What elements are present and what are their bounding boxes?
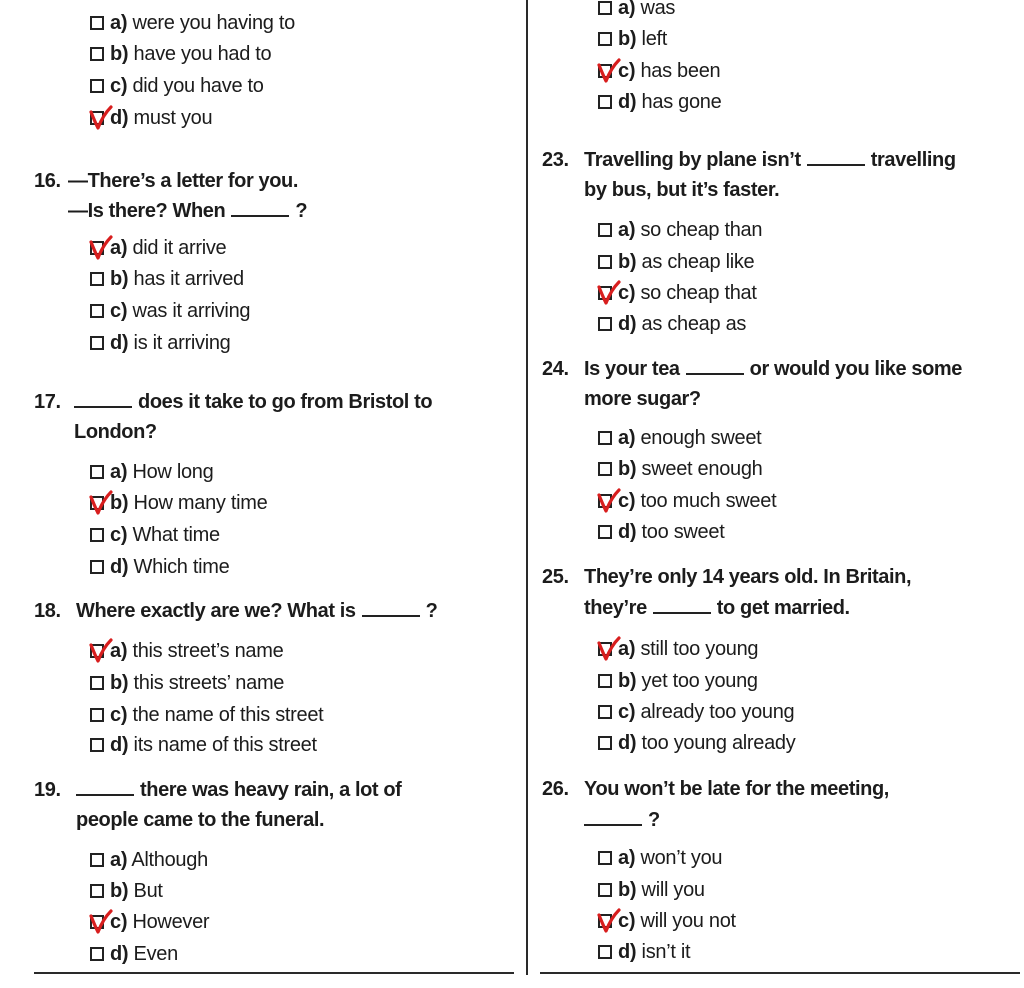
- answer-blank: [807, 150, 865, 166]
- question-number: 19.: [34, 779, 61, 801]
- question-text-line: [584, 358, 962, 381]
- option-letter: c): [110, 704, 128, 726]
- option-text: Although: [131, 849, 208, 871]
- answer-blank: [231, 201, 289, 217]
- answer-blank: [76, 780, 134, 796]
- answer-option[interactable]: [90, 701, 323, 729]
- answer-option[interactable]: [90, 940, 178, 968]
- option-letter: b): [110, 880, 129, 902]
- answer-option[interactable]: [90, 489, 267, 517]
- option-letter: c): [618, 282, 636, 304]
- option-text: But: [133, 880, 163, 902]
- question-number: 24.: [542, 358, 569, 380]
- answer-blank: [74, 392, 132, 408]
- option-text: too much sweet: [640, 490, 777, 512]
- answer-checkbox[interactable]: [598, 1, 612, 15]
- question-text-line: [584, 597, 850, 620]
- option-letter: c): [618, 490, 636, 512]
- question-text-line: [76, 809, 324, 832]
- option-letter: b): [110, 43, 129, 65]
- option-letter: d): [110, 556, 129, 578]
- question-text: more sugar?: [584, 388, 701, 410]
- answer-option[interactable]: [90, 297, 250, 325]
- question-text-line: [584, 179, 779, 202]
- question-text-line: [584, 388, 701, 411]
- question-text: You won’t be late for the meeting,: [584, 778, 889, 800]
- answer-option[interactable]: [90, 234, 226, 262]
- red-check-mark-icon: [86, 907, 116, 937]
- answer-checkbox[interactable]: [598, 883, 612, 897]
- column-divider: [526, 0, 528, 975]
- option-text: did you have to: [132, 75, 264, 97]
- option-text: How long: [132, 461, 214, 483]
- answer-option[interactable]: [598, 667, 758, 695]
- option-text: sweet enough: [641, 458, 763, 480]
- question-text: ?: [425, 600, 438, 622]
- option-letter: b): [618, 458, 637, 480]
- answer-checkbox[interactable]: [90, 16, 104, 30]
- answer-checkbox[interactable]: [90, 884, 104, 898]
- answer-option[interactable]: [598, 938, 690, 966]
- option-letter: d): [618, 941, 637, 963]
- option-letter: a): [110, 849, 128, 871]
- answer-checkbox[interactable]: [598, 914, 612, 928]
- answer-checkbox[interactable]: [598, 674, 612, 688]
- option-letter: a): [618, 0, 636, 19]
- question-text: or would you like some: [749, 358, 962, 380]
- option-text: enough sweet: [640, 427, 762, 449]
- answer-checkbox[interactable]: [598, 736, 612, 750]
- answer-checkbox[interactable]: [90, 676, 104, 690]
- answer-option[interactable]: [598, 310, 746, 338]
- answer-option[interactable]: [90, 40, 271, 68]
- option-letter: d): [110, 734, 129, 756]
- question-text: people came to the funeral.: [76, 809, 325, 831]
- option-text: How many time: [133, 492, 268, 514]
- answer-checkbox[interactable]: [598, 431, 612, 445]
- answer-option[interactable]: [90, 846, 208, 874]
- question-text: Is your tea: [584, 358, 680, 380]
- question-text-line: [74, 421, 157, 444]
- answer-checkbox[interactable]: [90, 111, 104, 125]
- answer-checkbox[interactable]: [90, 915, 104, 929]
- option-text: must you: [133, 107, 213, 129]
- option-letter: a): [618, 847, 636, 869]
- option-text: this streets’ name: [133, 672, 285, 694]
- option-text: will you: [641, 879, 705, 901]
- answer-option[interactable]: [598, 518, 724, 546]
- option-text: already too young: [640, 701, 795, 723]
- option-text: did it arrive: [132, 237, 227, 259]
- option-text: However: [132, 911, 210, 933]
- option-letter: a): [110, 461, 128, 483]
- question-text-line: [584, 778, 889, 801]
- answer-option[interactable]: [90, 265, 244, 293]
- option-text: Which time: [133, 556, 230, 578]
- answer-option[interactable]: [598, 907, 736, 935]
- option-text: were you having to: [132, 12, 295, 34]
- answer-option[interactable]: [90, 908, 209, 936]
- option-letter: c): [110, 911, 128, 933]
- question-text: does it take to go from Bristol to: [138, 391, 433, 413]
- option-letter: b): [110, 492, 129, 514]
- answer-option[interactable]: [598, 844, 722, 872]
- answer-checkbox[interactable]: [90, 272, 104, 286]
- option-letter: d): [110, 107, 129, 129]
- answer-checkbox[interactable]: [598, 32, 612, 46]
- option-text: has it arrived: [133, 268, 244, 290]
- option-letter: d): [110, 943, 129, 965]
- option-letter: d): [618, 732, 637, 754]
- option-letter: a): [618, 219, 636, 241]
- answer-blank: [584, 810, 642, 826]
- answer-checkbox[interactable]: [598, 525, 612, 539]
- question-text: Where exactly are we? What is: [76, 600, 356, 622]
- option-letter: a): [110, 237, 128, 259]
- option-text: so cheap that: [640, 282, 757, 304]
- option-text: its name of this street: [133, 734, 317, 756]
- answer-checkbox[interactable]: [90, 47, 104, 61]
- answer-checkbox[interactable]: [90, 560, 104, 574]
- answer-option[interactable]: [90, 553, 229, 581]
- option-text: the name of this street: [132, 704, 324, 726]
- question-text: ?: [648, 809, 660, 831]
- answer-option[interactable]: [90, 637, 283, 665]
- question-text-line: [68, 170, 298, 193]
- red-check-mark-icon: [594, 906, 624, 936]
- option-letter: b): [618, 28, 637, 50]
- option-letter: d): [618, 91, 637, 113]
- option-letter: b): [110, 268, 129, 290]
- question-number: 18.: [34, 600, 61, 622]
- question-text: they’re: [584, 597, 647, 619]
- answer-checkbox[interactable]: [90, 304, 104, 318]
- question-number: 25.: [542, 566, 569, 588]
- option-text: have you had to: [133, 43, 272, 65]
- question-number: 23.: [542, 149, 569, 171]
- answer-checkbox[interactable]: [598, 462, 612, 476]
- answer-checkbox[interactable]: [598, 705, 612, 719]
- option-text: too sweet: [641, 521, 725, 543]
- question-text-line: [74, 391, 432, 414]
- option-text: too young already: [641, 732, 796, 754]
- answer-option[interactable]: [90, 521, 220, 549]
- question-text: to get married.: [716, 597, 850, 619]
- option-letter: d): [110, 332, 129, 354]
- answer-checkbox[interactable]: [90, 336, 104, 350]
- answer-checkbox[interactable]: [90, 465, 104, 479]
- answer-checkbox[interactable]: [598, 64, 612, 78]
- option-letter: a): [618, 638, 636, 660]
- option-text: is it arriving: [133, 332, 231, 354]
- answer-option[interactable]: [598, 216, 762, 244]
- answer-option[interactable]: [90, 458, 213, 486]
- answer-checkbox[interactable]: [90, 853, 104, 867]
- answer-option[interactable]: [90, 669, 284, 697]
- red-check-mark-icon: [86, 103, 116, 133]
- question-text-line: [76, 779, 401, 802]
- answer-checkbox[interactable]: [90, 79, 104, 93]
- answer-option[interactable]: [598, 25, 667, 53]
- answer-option[interactable]: [90, 877, 163, 905]
- question-text: —Is there? When: [68, 200, 226, 222]
- option-text: was it arriving: [132, 300, 251, 322]
- question-text: —There’s a letter for you.: [68, 170, 299, 192]
- question-text-line: [584, 149, 956, 172]
- option-text: What time: [132, 524, 220, 546]
- answer-option[interactable]: [90, 9, 295, 37]
- question-text: They’re only 14 years old. In Britain,: [584, 566, 912, 588]
- question-text: London?: [74, 421, 157, 443]
- red-check-mark-icon: [594, 56, 624, 86]
- option-letter: c): [110, 75, 128, 97]
- option-text: isn’t it: [641, 941, 691, 963]
- answer-option[interactable]: [90, 104, 212, 132]
- question-text: ?: [295, 200, 308, 222]
- option-letter: c): [618, 60, 636, 82]
- answer-option[interactable]: [90, 72, 264, 100]
- red-check-mark-icon: [86, 488, 116, 518]
- option-text: as cheap like: [641, 251, 755, 273]
- question-number: 16.: [34, 170, 61, 192]
- option-letter: a): [110, 12, 128, 34]
- option-letter: b): [618, 670, 637, 692]
- option-text: so cheap than: [640, 219, 763, 241]
- question-text-line: [584, 809, 660, 832]
- question-text-line: [68, 200, 307, 223]
- answer-option[interactable]: [598, 729, 795, 757]
- option-text: Even: [133, 943, 178, 965]
- question-text: by bus, but it’s faster.: [584, 179, 780, 201]
- question-number: 17.: [34, 391, 61, 413]
- answer-checkbox[interactable]: [598, 851, 612, 865]
- question-number: 26.: [542, 778, 569, 800]
- answer-checkbox[interactable]: [598, 945, 612, 959]
- red-check-mark-icon: [594, 634, 624, 664]
- answer-checkbox[interactable]: [598, 317, 612, 331]
- answer-checkbox[interactable]: [90, 528, 104, 542]
- answer-blank: [686, 359, 744, 375]
- answer-checkbox[interactable]: [90, 947, 104, 961]
- answer-option[interactable]: [598, 455, 763, 483]
- option-text: still too young: [640, 638, 759, 660]
- answer-blank: [653, 598, 711, 614]
- answer-option[interactable]: [598, 876, 705, 904]
- option-text: has gone: [641, 91, 722, 113]
- answer-option[interactable]: [598, 487, 776, 515]
- bottom-rule-right: [540, 972, 1020, 974]
- question-text-line: [584, 566, 911, 589]
- red-check-mark-icon: [594, 278, 624, 308]
- option-text: as cheap as: [641, 313, 747, 335]
- answer-blank: [362, 601, 420, 617]
- question-text-line: [76, 600, 437, 623]
- answer-option[interactable]: [598, 698, 794, 726]
- option-text: this street’s name: [132, 640, 284, 662]
- answer-checkbox[interactable]: [90, 738, 104, 752]
- answer-checkbox[interactable]: [598, 223, 612, 237]
- option-letter: b): [618, 879, 637, 901]
- option-letter: c): [618, 910, 636, 932]
- red-check-mark-icon: [86, 233, 116, 263]
- option-letter: c): [110, 524, 128, 546]
- option-letter: b): [110, 672, 129, 694]
- red-check-mark-icon: [86, 636, 116, 666]
- option-text: was: [640, 0, 676, 19]
- answer-option[interactable]: [598, 279, 757, 307]
- answer-checkbox[interactable]: [90, 241, 104, 255]
- answer-option[interactable]: [598, 635, 758, 663]
- option-text: has been: [640, 60, 721, 82]
- option-letter: d): [618, 521, 637, 543]
- answer-checkbox[interactable]: [598, 642, 612, 656]
- option-letter: a): [618, 427, 636, 449]
- question-text: Travelling by plane isn’t: [584, 149, 801, 171]
- bottom-rule-left: [34, 972, 514, 974]
- answer-checkbox[interactable]: [90, 708, 104, 722]
- option-letter: c): [110, 300, 128, 322]
- option-letter: a): [110, 640, 128, 662]
- answer-option[interactable]: [598, 0, 675, 22]
- option-text: won’t you: [640, 847, 723, 869]
- answer-checkbox[interactable]: [90, 644, 104, 658]
- question-text: travelling: [870, 149, 956, 171]
- answer-option[interactable]: [598, 88, 721, 116]
- option-text: yet too young: [641, 670, 758, 692]
- answer-option[interactable]: [90, 329, 230, 357]
- option-text: left: [641, 28, 668, 50]
- question-text: there was heavy rain, a lot of: [140, 779, 402, 801]
- answer-option[interactable]: [598, 248, 754, 276]
- answer-checkbox[interactable]: [598, 494, 612, 508]
- answer-checkbox[interactable]: [598, 95, 612, 109]
- option-text: will you not: [640, 910, 736, 932]
- answer-checkbox[interactable]: [90, 496, 104, 510]
- answer-checkbox[interactable]: [598, 255, 612, 269]
- answer-option[interactable]: [598, 424, 761, 452]
- option-letter: d): [618, 313, 637, 335]
- option-letter: c): [618, 701, 636, 723]
- option-letter: b): [618, 251, 637, 273]
- answer-checkbox[interactable]: [598, 286, 612, 300]
- red-check-mark-icon: [594, 486, 624, 516]
- answer-option[interactable]: [598, 57, 720, 85]
- answer-option[interactable]: [90, 731, 317, 759]
